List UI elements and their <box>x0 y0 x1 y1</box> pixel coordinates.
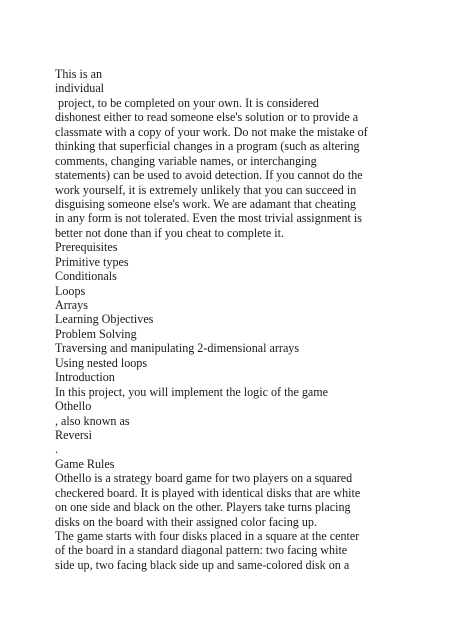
text-line: In this project, you will implement the logic of the game <box>55 384 329 399</box>
list-item: Arrays <box>55 298 88 312</box>
list-item: Conditionals <box>55 269 117 284</box>
text-line: disks on the board with their assigned color facing up. <box>55 514 317 529</box>
text-line: project, to be completed on your own. It is considered <box>55 95 319 110</box>
text-line: classmate with a copy of your work. Do not make the mistake of <box>55 124 368 139</box>
text-line: of the board in a standard diagonal pattern: two facing white <box>55 543 348 558</box>
text-line: dishonest either to read someone else's solution or to provide a <box>55 110 359 125</box>
list-item: Using nested loops <box>55 355 148 370</box>
text-line: in any form is not tolerated. Even the most trivial assignment is <box>55 211 362 226</box>
list-item: Primitive types <box>55 254 129 269</box>
section-heading: Game Rules <box>55 456 115 471</box>
section-heading: Learning Objectives <box>55 312 154 327</box>
list-item: Problem Solving <box>55 326 137 341</box>
section-heading: Prerequisites <box>55 240 118 255</box>
text-line: work yourself, it is extremely unlikely that you can succeed in <box>55 182 357 197</box>
list-item: Traversing and manipulating 2-dimensional arrays <box>55 341 300 356</box>
text-line: on one side and black on the other. Players take turns placing <box>55 500 351 515</box>
text-line: Othello <box>55 399 92 414</box>
text-line: thinking that superficial changes in a program (such as altering <box>55 139 360 154</box>
text-line: side up, two facing black side up and same-colored disk on a <box>55 557 350 572</box>
text-line: Othello is a strategy board game for two players on a squared <box>55 471 353 486</box>
text-line: disguising someone else's work. We are adamant that cheating <box>55 196 356 211</box>
document-body <box>55 67 427 572</box>
text-line: , also known as <box>55 413 130 428</box>
text-line: individual <box>55 81 105 96</box>
text-line: The game starts with four disks placed in a square at the center <box>55 529 360 543</box>
text-line: This is an <box>55 67 103 81</box>
list-item: Loops <box>55 283 86 298</box>
text-line: statements) can be used to avoid detection. If you cannot do the <box>55 168 363 183</box>
text-line: checkered board. It is played with identical disks that are white <box>55 485 361 500</box>
section-heading: Introduction <box>55 370 115 385</box>
text-line: comments, changing variable names, or interchanging <box>55 153 317 168</box>
text-line: better not done than if you cheat to complete it. <box>55 225 285 240</box>
text-line: Reversi <box>55 427 92 442</box>
text-line: . <box>55 442 59 457</box>
